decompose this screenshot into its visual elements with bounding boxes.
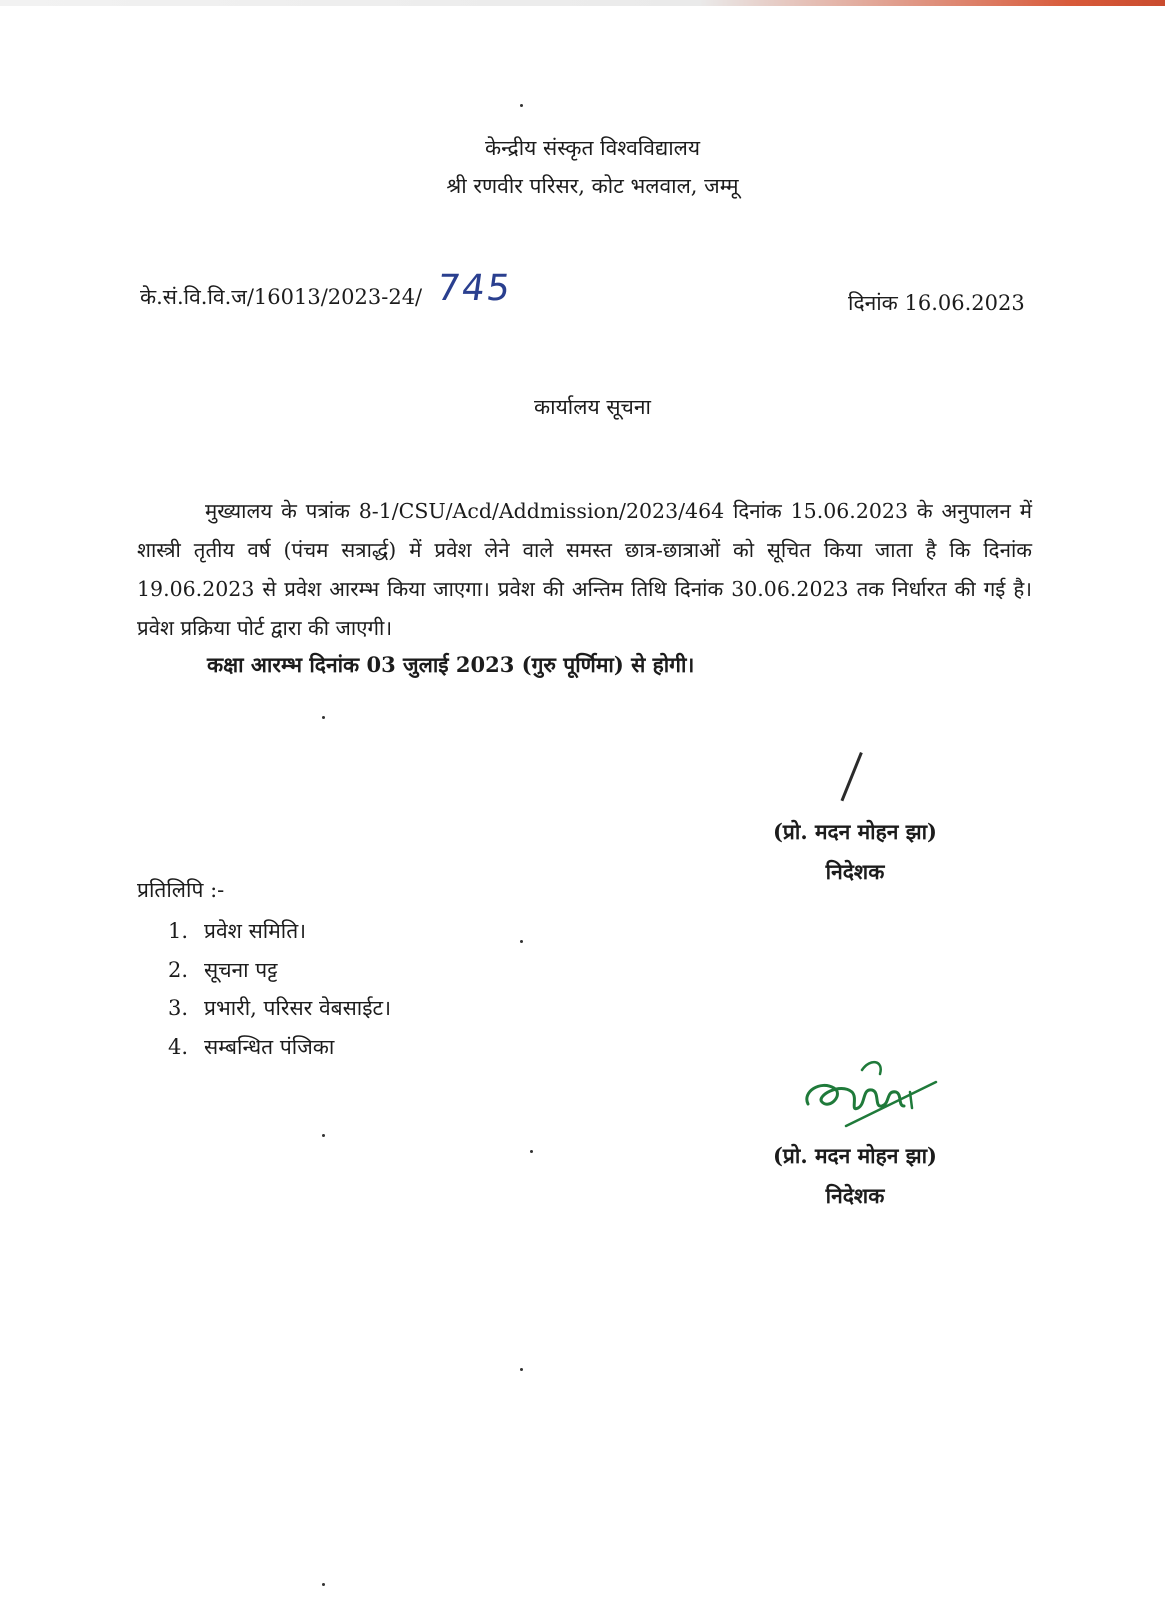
list-item: 3. प्रभारी, परिसर वेबसाईट। xyxy=(168,996,392,1020)
signatory-name: (प्रो. मदन मोहन झा) xyxy=(773,819,937,844)
reference-number: के.सं.वि.वि.ज/16013/2023-24/ xyxy=(140,285,423,309)
scan-speck xyxy=(520,1368,523,1371)
handwritten-signature xyxy=(800,1052,940,1132)
list-item: 4. सम्बन्धित पंजिका xyxy=(168,1034,335,1059)
list-item: 1. प्रवेश समिति। xyxy=(168,919,307,943)
scan-speck xyxy=(322,1134,325,1137)
signatory-designation: निदेशक xyxy=(825,859,885,884)
signatory-block-bottom xyxy=(755,1136,955,1216)
top-edge-strip xyxy=(0,0,1165,6)
signatory-designation: निदेशक xyxy=(825,1183,885,1208)
campus-address: श्री रणवीर परिसर, कोट भलवाल, जम्मू xyxy=(446,174,739,198)
scan-speck xyxy=(520,104,523,107)
signatory-name: (प्रो. मदन मोहन झा) xyxy=(773,1143,937,1168)
scan-speck xyxy=(322,716,325,719)
pen-tick-mark xyxy=(841,752,863,801)
list-item: 2. सूचना पट्ट xyxy=(168,957,278,982)
notice-date: दिनांक 16.06.2023 xyxy=(848,291,1025,315)
signatory-block-top xyxy=(755,812,955,892)
class-start-line: कक्षा आरम्भ दिनांक 03 जुलाई 2023 (गुरु पूर्णिमा) से होगी। xyxy=(207,652,695,677)
handwritten-dispatch-number: 745 xyxy=(434,268,515,309)
copy-to-label: प्रतिलिपि :- xyxy=(137,878,225,902)
scan-speck xyxy=(520,940,523,943)
institution-name: केन्द्रीय संस्कृत विश्वविद्यालय xyxy=(484,136,701,160)
notice-title: कार्यालय सूचना xyxy=(534,395,651,419)
scan-speck xyxy=(530,1150,533,1153)
copy-to-list xyxy=(168,912,391,1066)
scan-speck xyxy=(322,1583,325,1586)
notice-body-paragraph: मुख्यालय के पत्रांक 8-1/CSU/Acd/Addmission/2023/464 दिनांक 15.06.2023 के अनुपालन में शास्त्री तृतीय वर्ष (पंचम सत्रार्द्ध) में प्रवेश लेने वाले समस्त छात्र-छात्राओं को सूचित किया जाता है कि दिनांक 19.06.2023 से प्रवेश आरम्भ किया जाएगा। प्रवेश की अन्तिम तिथि दिनांक 30.06.2023 तक निर्धारत की गई है। प्रवेश प्रक्रिया पोर्ट द्वारा की जाएगी। xyxy=(137,499,1032,640)
